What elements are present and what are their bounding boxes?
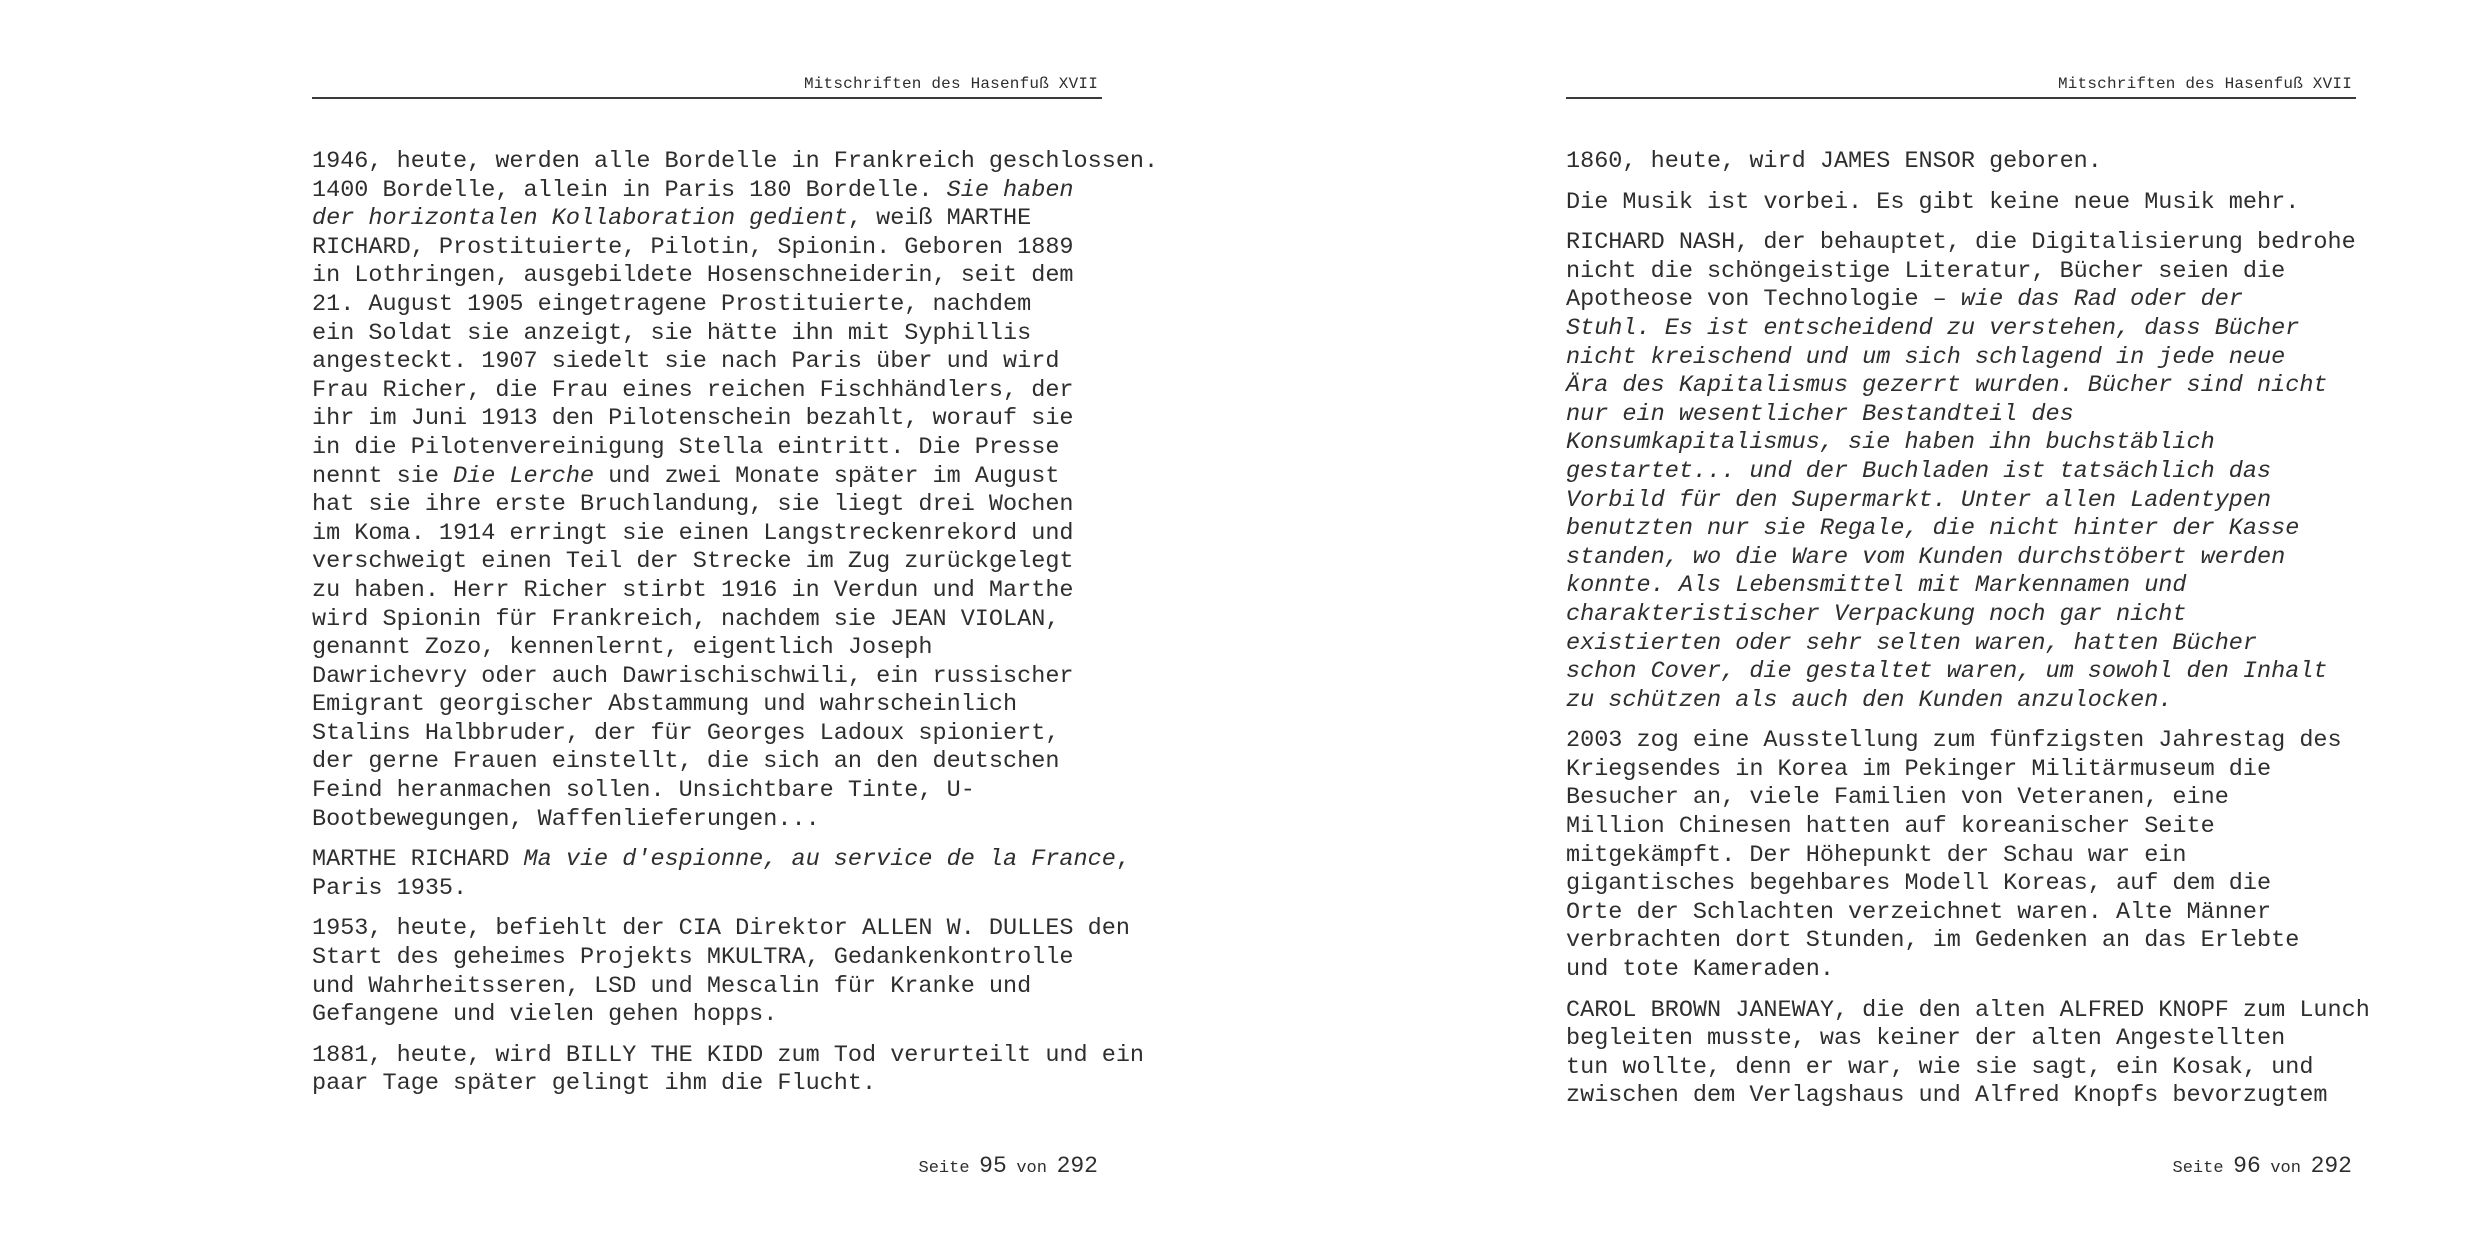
text-line bbox=[1566, 813, 2356, 842]
text-line bbox=[312, 691, 1102, 720]
text-run: und tote Kameraden. bbox=[1566, 956, 1834, 984]
italic-run: der horizontalen Kollaboration gedient bbox=[312, 205, 848, 233]
page-body bbox=[312, 148, 1159, 1111]
italic-run: Ära des Kapitalismus gezerrt wurden. Bücher sind nicht bbox=[1566, 372, 2328, 400]
running-header: Mitschriften des Hasenfuß XVII bbox=[2057, 75, 2352, 93]
text-line bbox=[312, 805, 1102, 835]
text-line bbox=[1566, 898, 2356, 928]
footer-page-number: 96 bbox=[2233, 1153, 2261, 1179]
text-entry bbox=[1566, 148, 2356, 177]
text-line bbox=[312, 519, 1102, 549]
text-line bbox=[1566, 188, 2356, 218]
text-run: 1860, heute, wird JAMES ENSOR geboren. bbox=[1566, 148, 2102, 175]
text-run: 2003 zog eine Ausstellung zum fünfzigsten Jahrestag des bbox=[1566, 727, 2342, 755]
text-line bbox=[1566, 429, 2356, 458]
header-rule bbox=[312, 97, 1102, 99]
text-line bbox=[312, 462, 1102, 492]
italic-run: Vorbild für den Supermarkt. Unter allen Ladentypen bbox=[1566, 486, 2272, 514]
text-line bbox=[312, 972, 1102, 1002]
text-line bbox=[312, 405, 1102, 434]
text-run: genannt Zozo, kennenlernt, eigentlich Joseph bbox=[312, 634, 933, 662]
text-run: Stalins Halbbruder, der für Georges Ladoux spioniert, bbox=[312, 719, 1060, 747]
page-body bbox=[1566, 148, 2370, 1123]
text-line bbox=[1566, 486, 2356, 516]
footer-separator: von bbox=[2270, 1159, 2301, 1178]
text-line bbox=[1566, 1053, 2356, 1083]
text-line bbox=[312, 634, 1102, 663]
text-run: zwischen dem Verlagshaus und Alfred Knopfs bevorzugtem bbox=[1566, 1082, 2328, 1110]
italic-run: benutzten nur sie Regale, die nicht hinter der Kasse bbox=[1566, 515, 2300, 543]
page-footer bbox=[312, 1152, 1102, 1183]
text-line bbox=[312, 777, 1102, 806]
text-line bbox=[312, 874, 1102, 904]
text-run: 1953, heute, befiehlt der CIA Direktor ALLEN W. DULLES den bbox=[312, 915, 1130, 943]
text-run: und Wahrheitsseren, LSD und Mescalin für Kranke und bbox=[312, 972, 1032, 1000]
text-line bbox=[1566, 870, 2356, 899]
text-run: Kriegsendes in Korea im Pekinger Militärmuseum die bbox=[1566, 755, 2272, 783]
text-run: 1400 Bordelle, allein in Paris 180 Bordelle. bbox=[312, 176, 947, 204]
italic-run: Stuhl. Es ist entscheidend zu verstehen, dass Bücher bbox=[1566, 314, 2300, 342]
text-line bbox=[1566, 400, 2356, 430]
footer-prefix: Seite bbox=[918, 1159, 970, 1178]
text-run: im Koma. 1914 erringt sie einen Langstreckenrekord und bbox=[312, 519, 1074, 547]
text-line bbox=[312, 491, 1102, 520]
text-line bbox=[312, 233, 1102, 263]
text-line bbox=[312, 148, 1159, 177]
text-run: nennt sie bbox=[312, 462, 454, 490]
text-run: zu haben. Herr Richer stirbt 1916 in Verdun und Marthe bbox=[312, 576, 1074, 604]
text-line bbox=[312, 944, 1102, 973]
text-run: Frau Richer, die Frau eines reichen Fischhändlers, der bbox=[312, 376, 1074, 404]
text-line bbox=[312, 319, 1102, 349]
italic-run: schon Cover, die gestaltet waren, um sowohl den Inhalt bbox=[1566, 658, 2328, 686]
text-line bbox=[312, 719, 1102, 749]
text-line bbox=[1566, 515, 2356, 544]
footer-separator: von bbox=[1016, 1159, 1047, 1178]
left-page bbox=[312, 0, 1159, 1240]
footer-page-number: 95 bbox=[979, 1153, 1007, 1179]
italic-run: nicht kreischend und um sich schlagend in jede neue bbox=[1566, 343, 2286, 371]
text-run: mitgekämpft. Der Höhepunkt der Schau war ein bbox=[1566, 841, 2187, 869]
text-run: RICHARD, Prostituierte, Pilotin, Spionin. Geboren 1889 bbox=[312, 233, 1074, 261]
text-run: Paris 1935. bbox=[312, 874, 468, 902]
text-line bbox=[1566, 784, 2356, 813]
text-line bbox=[1566, 996, 2370, 1026]
text-run: in die Pilotenvereinigung Stella eintritt. Die Presse bbox=[312, 433, 1060, 461]
text-line bbox=[1566, 343, 2356, 373]
text-line bbox=[1566, 755, 2356, 785]
text-run: verbrachten dort Stunden, im Gedenken an das Erlebte bbox=[1566, 927, 2300, 955]
text-line bbox=[312, 262, 1102, 291]
text-line bbox=[1566, 629, 2356, 659]
text-line bbox=[312, 176, 1102, 206]
text-entry bbox=[1566, 189, 2356, 218]
text-entry bbox=[312, 148, 1159, 834]
text-run: Start des geheimes Projekts MKULTRA, Gedankenkontrolle bbox=[312, 944, 1074, 972]
running-header: Mitschriften des Hasenfuß XVII bbox=[803, 75, 1098, 93]
text-run: nicht die schöngeistige Literatur, Bücher seien die bbox=[1566, 257, 2286, 285]
text-run: Orte der Schlachten verzeichnet waren. Alte Männer bbox=[1566, 898, 2272, 926]
text-run: 1946, heute, werden alle Bordelle in Frankreich geschlossen. bbox=[312, 148, 1159, 175]
italic-run: zu schützen als auch den Kunden anzulocken. bbox=[1566, 686, 2173, 714]
text-run: , weiß MARTHE bbox=[847, 205, 1032, 233]
text-entry bbox=[1566, 727, 2356, 984]
text-line bbox=[312, 1001, 1102, 1030]
text-run: der gerne Frauen einstellt, die sich an den deutschen bbox=[312, 748, 1060, 776]
text-line bbox=[312, 748, 1102, 777]
text-line bbox=[312, 1041, 1145, 1071]
text-line bbox=[1566, 686, 2356, 716]
text-run: Apotheose von Technologie – bbox=[1566, 286, 1961, 314]
right-page bbox=[1566, 0, 2370, 1240]
text-run: Bootbewegungen, Waffenlieferungen... bbox=[312, 805, 820, 833]
text-line bbox=[312, 915, 1130, 944]
text-line bbox=[312, 348, 1102, 377]
text-line bbox=[312, 376, 1102, 406]
text-run: MARTHE RICHARD bbox=[312, 846, 524, 874]
italic-run: gestartet... und der Buchladen ist tatsächlich das bbox=[1566, 457, 2272, 485]
text-entry bbox=[1566, 996, 2370, 1111]
italic-run: nur ein wesentlicher Bestandteil des bbox=[1566, 400, 2074, 428]
text-run: Emigrant georgischer Abstammung und wahrscheinlich bbox=[312, 691, 1018, 719]
text-line bbox=[312, 605, 1102, 635]
text-line bbox=[1566, 572, 2356, 601]
text-run: Gefangene und vielen gehen hopps. bbox=[312, 1001, 778, 1029]
page-footer bbox=[1566, 1152, 2356, 1183]
text-run: ihr im Juni 1913 den Pilotenschein bezahlt, worauf sie bbox=[312, 405, 1074, 433]
italic-run: Sie haben bbox=[946, 176, 1074, 204]
text-run: und zwei Monate später im August bbox=[594, 462, 1060, 490]
text-line bbox=[312, 1070, 1102, 1099]
text-line bbox=[1566, 600, 2356, 630]
text-entry bbox=[1566, 229, 2356, 715]
text-run: hat sie ihre erste Bruchlandung, sie liegt drei Wochen bbox=[312, 491, 1074, 519]
italic-run: Ma vie d'espionne, au service de la France bbox=[523, 846, 1116, 874]
text-line bbox=[1566, 148, 2356, 177]
text-run: Besucher an, viele Familien von Veteranen, eine bbox=[1566, 784, 2229, 812]
text-run: CAROL BROWN JANEWAY, die den alten ALFRED KNOPF zum Lunch bbox=[1566, 996, 2370, 1024]
header-rule bbox=[1566, 97, 2356, 99]
text-line bbox=[1566, 956, 2356, 985]
text-line bbox=[312, 433, 1102, 463]
italic-run: Die Lerche bbox=[453, 462, 595, 490]
text-run: Dawrichevry oder auch Dawrischischwili, ein russischer bbox=[312, 662, 1074, 690]
text-run: paar Tage später gelingt ihm die Flucht. bbox=[312, 1070, 877, 1098]
italic-run: charakteristischer Verpackung noch gar nicht bbox=[1566, 600, 2187, 628]
text-line bbox=[312, 662, 1102, 692]
footer-page-total: 292 bbox=[2310, 1153, 2352, 1179]
text-line bbox=[1566, 1025, 2356, 1054]
text-run: , bbox=[1115, 846, 1130, 874]
text-line bbox=[312, 205, 1102, 234]
text-run: tun wollte, denn er war, wie sie sagt, ein Kosak, und bbox=[1566, 1053, 2314, 1081]
text-line bbox=[312, 846, 1130, 875]
text-run: angesteckt. 1907 siedelt sie nach Paris über und wird bbox=[312, 348, 1060, 376]
text-run: verschweigt einen Teil der Strecke im Zug zurückgelegt bbox=[312, 548, 1074, 576]
text-run: gigantisches begehbares Modell Koreas, auf dem die bbox=[1566, 870, 2272, 898]
italic-run: Konsumkapitalismus, sie haben ihn buchstäblich bbox=[1566, 429, 2215, 457]
italic-run: konnte. Als Lebensmittel mit Markennamen und bbox=[1566, 572, 2187, 600]
italic-run: wie das Rad oder der bbox=[1960, 286, 2243, 314]
text-line bbox=[1566, 457, 2356, 487]
text-line bbox=[1566, 727, 2356, 756]
text-run: ein Soldat sie anzeigt, sie hätte ihn mit Syphillis bbox=[312, 319, 1032, 347]
text-line bbox=[312, 290, 1102, 320]
text-run: 21. August 1905 eingetragene Prostituierte, nachdem bbox=[312, 290, 1032, 318]
text-line bbox=[1566, 257, 2356, 287]
footer-page-total: 292 bbox=[1056, 1153, 1098, 1179]
text-line bbox=[1566, 841, 2356, 871]
text-entry bbox=[312, 846, 1130, 903]
text-line bbox=[1566, 927, 2356, 956]
text-entry bbox=[312, 915, 1130, 1029]
text-line bbox=[1566, 372, 2356, 401]
text-line bbox=[312, 576, 1102, 606]
text-entry bbox=[312, 1041, 1145, 1099]
text-line bbox=[312, 548, 1102, 577]
text-run: in Lothringen, ausgebildete Hosenschneiderin, seit dem bbox=[312, 262, 1074, 290]
footer-prefix: Seite bbox=[2172, 1159, 2224, 1178]
text-line bbox=[1566, 1082, 2356, 1111]
text-line bbox=[1566, 314, 2356, 344]
text-run: begleiten musste, was keiner der alten Angestellten bbox=[1566, 1025, 2286, 1053]
text-run: RICHARD NASH, der behauptet, die Digitalisierung bedrohe bbox=[1566, 229, 2356, 257]
text-line bbox=[1566, 543, 2356, 573]
italic-run: existierten oder sehr selten waren, hatten Bücher bbox=[1566, 629, 2258, 657]
text-run: 1881, heute, wird BILLY THE KIDD zum Tod verurteilt und ein bbox=[312, 1041, 1145, 1069]
text-run: Feind heranmachen sollen. Unsichtbare Tinte, U- bbox=[312, 777, 975, 805]
text-run: Die Musik ist vorbei. Es gibt keine neue Musik mehr. bbox=[1566, 188, 2300, 216]
text-line bbox=[1566, 658, 2356, 687]
text-line bbox=[1566, 229, 2356, 258]
text-run: wird Spionin für Frankreich, nachdem sie JEAN VIOLAN, bbox=[312, 605, 1060, 633]
text-run: Million Chinesen hatten auf koreanischer Seite bbox=[1566, 813, 2215, 841]
text-line bbox=[1566, 286, 2356, 315]
italic-run: standen, wo die Ware vom Kunden durchstöbert werden bbox=[1566, 543, 2286, 571]
